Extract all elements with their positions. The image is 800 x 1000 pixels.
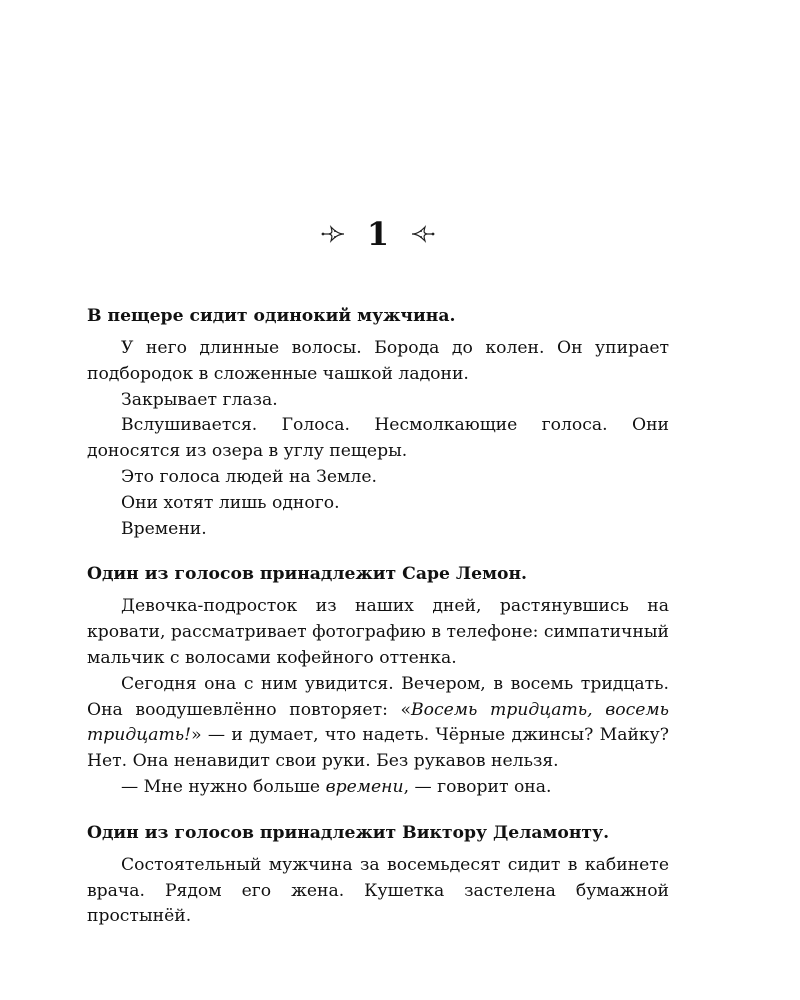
left-fleuron-icon	[320, 221, 346, 247]
paragraph: Состоятельный мужчина за восемьдесят сидит в кабинете врача. Рядом его жена. Кушетка застелена бумажной простынёй.	[87, 854, 669, 927]
section-gap	[87, 801, 669, 819]
chapter-heading	[87, 214, 669, 254]
paragraph: Девочка-подросток из наших дней, растянувшись на кровати, рассматривает фотографию в телефоне: симпатичный мальчик с волосами кофейного оттенка.	[87, 596, 669, 668]
paragraph	[87, 672, 669, 775]
paragraph: У него длинные волосы. Борода до колен. Он упирает подбородок в сложенные чашкой ладони.	[87, 338, 669, 384]
section-title: Один из голосов принадлежит Виктору Деламонту.	[87, 822, 610, 843]
italic-word: времени	[325, 776, 404, 797]
paragraph-text: , — говорит она.	[403, 776, 552, 797]
dialogue-paragraph	[87, 775, 669, 801]
paragraph: Они хотят лишь одного.	[121, 492, 340, 513]
paragraph: Закрывает глаза.	[121, 389, 278, 410]
paragraph: Времени.	[121, 518, 207, 539]
section-title: В пещере сидит одинокий мужчина.	[87, 306, 456, 326]
chapter-text	[87, 302, 669, 930]
paragraph-text: » — и думает, что надеть. Чёрные джинсы? Майку? Нет. Она ненавидит свои руки. Без рукавов нельзя.	[87, 725, 669, 772]
paragraph: Вслушивается. Голоса. Несмолкающие голоса. Они доносятся из озера в углу пещеры.	[87, 415, 669, 462]
section-title: Один из голосов принадлежит Саре Лемон.	[87, 564, 528, 585]
italic-phrase: Восемь тридцать, восемь тридцать!	[87, 699, 669, 746]
paragraph-text: — Мне нужно больше	[121, 776, 326, 797]
right-fleuron-icon	[410, 221, 436, 247]
book-page	[87, 0, 669, 1000]
paragraph-text: Сегодня она с ним увидится. Вечером, в восемь тридцать. Она воодушевлённо повторяет: «	[87, 673, 669, 720]
section-gap	[87, 542, 669, 560]
paragraph: Это голоса людей на Земле.	[121, 466, 377, 487]
chapter-number: 1	[366, 215, 390, 253]
